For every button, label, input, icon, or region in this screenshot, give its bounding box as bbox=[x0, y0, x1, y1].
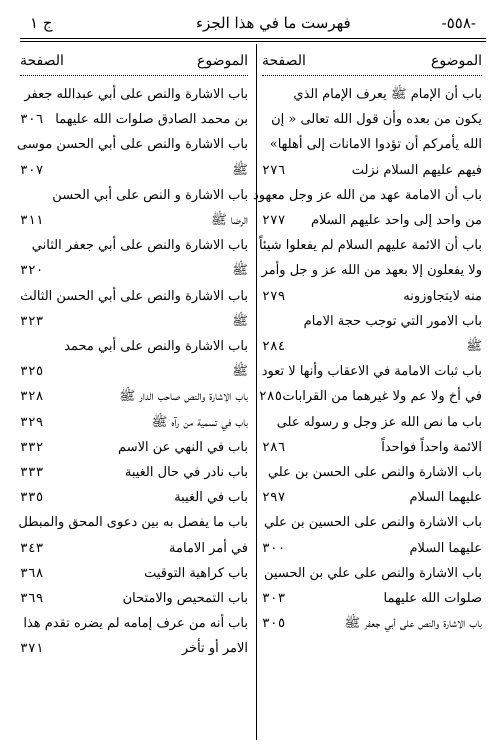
header-rule bbox=[20, 38, 486, 39]
index-entry bbox=[20, 384, 248, 409]
entry-text: باب الاشارة والنص على أبي جعفر الثاني bbox=[31, 238, 248, 254]
entry-line bbox=[20, 334, 248, 359]
index-entry bbox=[20, 561, 248, 586]
entry-line bbox=[262, 208, 482, 233]
entry-line bbox=[20, 107, 248, 132]
entry-page-number: ٣٦٨ bbox=[20, 565, 44, 581]
entry-line bbox=[262, 284, 482, 309]
entry-line bbox=[262, 586, 482, 611]
index-entry bbox=[20, 586, 248, 611]
entry-line bbox=[262, 435, 482, 460]
entry-line bbox=[20, 586, 248, 611]
entry-page-number: ٣٣٥ bbox=[20, 490, 44, 506]
index-entry bbox=[258, 359, 482, 409]
entry-text: من واحد إلى واحد عليهم السلام bbox=[310, 213, 482, 229]
index-entry bbox=[20, 334, 248, 384]
entry-page-number: ٣٠٥ bbox=[262, 616, 286, 632]
entry-text: في أخ ولا عم ولا غيرهما من القرابات bbox=[282, 389, 482, 405]
entry-line bbox=[262, 611, 482, 636]
entry-text: باب الاشارة والنص على الحسن بن علي bbox=[267, 465, 482, 481]
entry-text: باب أن الائمة عليهم السلام لم يفعلوا شيئاً bbox=[258, 238, 482, 254]
entry-text: الرضا ﷺ bbox=[210, 213, 248, 229]
entry-line bbox=[262, 460, 482, 485]
entry-text: باب الاشارة والنص صاحب الدار ﷺ bbox=[119, 389, 248, 405]
entry-page-number: ٣٠٣ bbox=[262, 591, 286, 607]
entry-text: ﷺ bbox=[232, 364, 248, 380]
index-entry bbox=[262, 460, 482, 510]
entry-line bbox=[20, 460, 248, 485]
entry-text: صلوات الله عليهما bbox=[383, 591, 482, 607]
index-entry bbox=[262, 561, 482, 611]
entry-line bbox=[20, 258, 248, 283]
entry-line bbox=[262, 410, 482, 435]
entry-line bbox=[20, 309, 248, 334]
header-rule-double bbox=[20, 41, 486, 42]
entry-line bbox=[20, 384, 248, 409]
entry-text: باب في الغيبة bbox=[174, 490, 248, 506]
entry-page-number: ٢٧٩ bbox=[262, 288, 286, 304]
entry-text: باب ثبات الامامة في الاعقاب وأنها لا تعود bbox=[261, 364, 482, 380]
index-entry bbox=[262, 309, 482, 359]
entry-text: ﷺ bbox=[232, 162, 248, 178]
entry-page-number: ٣٣٢ bbox=[20, 439, 44, 455]
entry-text: باب أن الإمام ﷺ يعرف الإمام الذي bbox=[293, 87, 482, 102]
entries-left bbox=[16, 82, 248, 662]
entry-line bbox=[20, 410, 248, 435]
entry-text: في أمر الامامة bbox=[169, 540, 248, 556]
entry-page-number: ٢٧٧ bbox=[262, 213, 286, 229]
entry-page-number: ٣٧١ bbox=[20, 641, 44, 657]
entry-line bbox=[20, 636, 248, 661]
entry-page-number: ٣٢٥ bbox=[20, 364, 44, 380]
index-entry bbox=[20, 410, 248, 435]
entry-page-number: ٣٠٧ bbox=[20, 162, 44, 178]
entry-text: ﷺ bbox=[232, 263, 248, 279]
entry-text: باب ما نص الله عز وجل و رسوله على bbox=[276, 414, 482, 430]
header-title: فهرست ما في هذا الجزء bbox=[196, 14, 351, 32]
entry-text: ولا يفعلون إلا بعهد من الله عز و جل وأمر bbox=[261, 263, 482, 279]
index-entry bbox=[258, 233, 482, 309]
entry-line bbox=[16, 132, 248, 157]
entry-text: باب الامور التي توجب حجة الامام bbox=[303, 313, 482, 329]
entry-text: باب الاشارة والنص على علي بن الحسين bbox=[264, 565, 482, 581]
entry-line bbox=[20, 233, 248, 258]
entry-line bbox=[262, 485, 482, 510]
entry-line bbox=[20, 284, 248, 309]
index-entry bbox=[262, 410, 482, 460]
index-entry bbox=[20, 485, 248, 510]
entry-line bbox=[20, 82, 248, 107]
entry-text: باب كراهية التوقيت bbox=[144, 565, 248, 581]
index-entry bbox=[20, 460, 248, 485]
entry-line bbox=[20, 510, 248, 535]
index-entry bbox=[20, 510, 248, 560]
entry-line bbox=[262, 359, 482, 384]
index-entry bbox=[20, 82, 248, 132]
entry-text: عليهما السلام bbox=[409, 490, 482, 506]
column-header bbox=[262, 48, 482, 76]
entry-text: بن محمد الصادق صلوات الله عليهما bbox=[55, 112, 248, 128]
entry-page-number: ٣٠٠ bbox=[262, 540, 286, 556]
index-entry bbox=[262, 611, 482, 636]
entry-text: ﷺ bbox=[466, 339, 482, 355]
entry-line bbox=[262, 561, 482, 586]
entry-text: باب التمحيص والامتحان bbox=[122, 591, 248, 607]
index-entry bbox=[20, 284, 248, 334]
entry-page-number: ٣٢٨ bbox=[20, 389, 44, 405]
entry-text: باب أن الامامة عهد من الله عز وجل معهود bbox=[252, 187, 482, 203]
entry-line bbox=[262, 510, 482, 535]
entry-text: باب الاشارة والنص على أبي محمد bbox=[64, 339, 248, 355]
entry-line bbox=[262, 258, 482, 283]
entry-line bbox=[262, 309, 482, 334]
entry-page-number: ٢٧٦ bbox=[262, 162, 286, 178]
entry-text: يكون من بعده وأن قول الله تعالى « إن bbox=[271, 112, 482, 128]
entry-text: ﷺ bbox=[232, 313, 248, 329]
subject-label: الموضوع bbox=[431, 53, 482, 69]
entry-line bbox=[20, 359, 248, 384]
entry-line bbox=[20, 485, 248, 510]
entry-page-number: ٣٢٣ bbox=[20, 313, 44, 329]
entry-line bbox=[20, 561, 248, 586]
entry-text: باب في النهي عن الاسم bbox=[118, 439, 248, 455]
page-number: -٥٥٨- bbox=[441, 14, 476, 32]
entry-line bbox=[20, 208, 248, 233]
entry-page-number: ٣٣٣ bbox=[20, 465, 44, 481]
index-entry bbox=[20, 233, 248, 283]
entry-text: عليهما السلام bbox=[409, 540, 482, 556]
column-header bbox=[20, 48, 248, 76]
entry-line bbox=[20, 435, 248, 460]
entry-line bbox=[262, 132, 482, 157]
page-header bbox=[26, 14, 480, 38]
entry-line bbox=[262, 107, 482, 132]
entry-line bbox=[258, 233, 482, 258]
entries-right bbox=[252, 82, 482, 636]
page-label: الصفحة bbox=[262, 53, 306, 69]
subject-label: الموضوع bbox=[197, 53, 248, 69]
entry-page-number: ٢٨٥ bbox=[258, 389, 283, 405]
index-entry bbox=[252, 183, 482, 233]
entry-text: الائمة واحداً فواحداً bbox=[381, 439, 482, 455]
index-entry bbox=[16, 132, 248, 182]
entry-text: باب الاشارة والنص على أبي الحسن الثالث bbox=[20, 288, 248, 304]
entry-line bbox=[262, 334, 482, 359]
entry-line bbox=[258, 384, 482, 409]
entry-text: الامر أو تأخر bbox=[181, 641, 248, 657]
entry-text: منه لايتجاوزونه bbox=[403, 288, 482, 304]
entry-line bbox=[20, 536, 248, 561]
index-entry bbox=[20, 435, 248, 460]
entry-page-number: ٣١١ bbox=[20, 213, 44, 229]
index-column-right bbox=[252, 48, 482, 636]
page-label: الصفحة bbox=[20, 53, 64, 69]
entry-line bbox=[252, 183, 482, 208]
entry-text: باب في تسمية من رآه ﷺ bbox=[151, 414, 248, 430]
entry-text: باب أنه من عرف إمامه لم يضره تقدم هذا bbox=[23, 616, 248, 632]
entry-line bbox=[20, 158, 248, 183]
entry-text: باب الاشارة و النص على أبي الحسن bbox=[52, 187, 248, 203]
entry-text: فيهم عليهم السلام نزلت bbox=[351, 162, 482, 178]
entry-text: باب الاشارة والنص على الحسين بن علي bbox=[264, 515, 482, 531]
column-divider bbox=[256, 44, 257, 740]
entry-page-number: ٣٢٠ bbox=[20, 263, 44, 279]
entry-text: باب ما يفصل به بين دعوى المحق والمبطل bbox=[18, 515, 248, 531]
entry-line bbox=[262, 536, 482, 561]
index-entry bbox=[20, 183, 248, 233]
entry-page-number: ٣٤٣ bbox=[20, 540, 44, 556]
entry-page-number: ٢٩٧ bbox=[262, 490, 286, 506]
entry-line bbox=[262, 158, 482, 183]
entry-page-number: ٢٨٦ bbox=[262, 439, 286, 455]
entry-page-number: ٣٦٩ bbox=[20, 591, 44, 607]
entry-page-number: ٣٠٦ bbox=[20, 112, 44, 128]
entry-text: باب نادر في حال الغيبة bbox=[124, 465, 248, 481]
entry-page-number: ٢٨٤ bbox=[262, 339, 286, 355]
entry-text: باب الاشارة والنص على أبي الحسن موسى bbox=[16, 137, 248, 153]
index-entry bbox=[262, 510, 482, 560]
entry-text: باب الاشارة والنص على أبي عبدالله جعفر bbox=[24, 87, 248, 102]
entry-line bbox=[20, 611, 248, 636]
entry-page-number: ٣٢٩ bbox=[20, 414, 44, 430]
index-entry bbox=[262, 82, 482, 183]
index-entry bbox=[20, 611, 248, 661]
index-column-left bbox=[16, 48, 248, 662]
entry-text: باب الاشارة والنص على أبي جعفر ﷺ bbox=[344, 616, 482, 632]
entry-text: الله يأمركم أن تؤدوا الامانات إلى أهلها» bbox=[269, 137, 482, 153]
entry-line bbox=[262, 82, 482, 107]
entry-line bbox=[20, 183, 248, 208]
volume-label: ج ١ bbox=[30, 14, 53, 32]
